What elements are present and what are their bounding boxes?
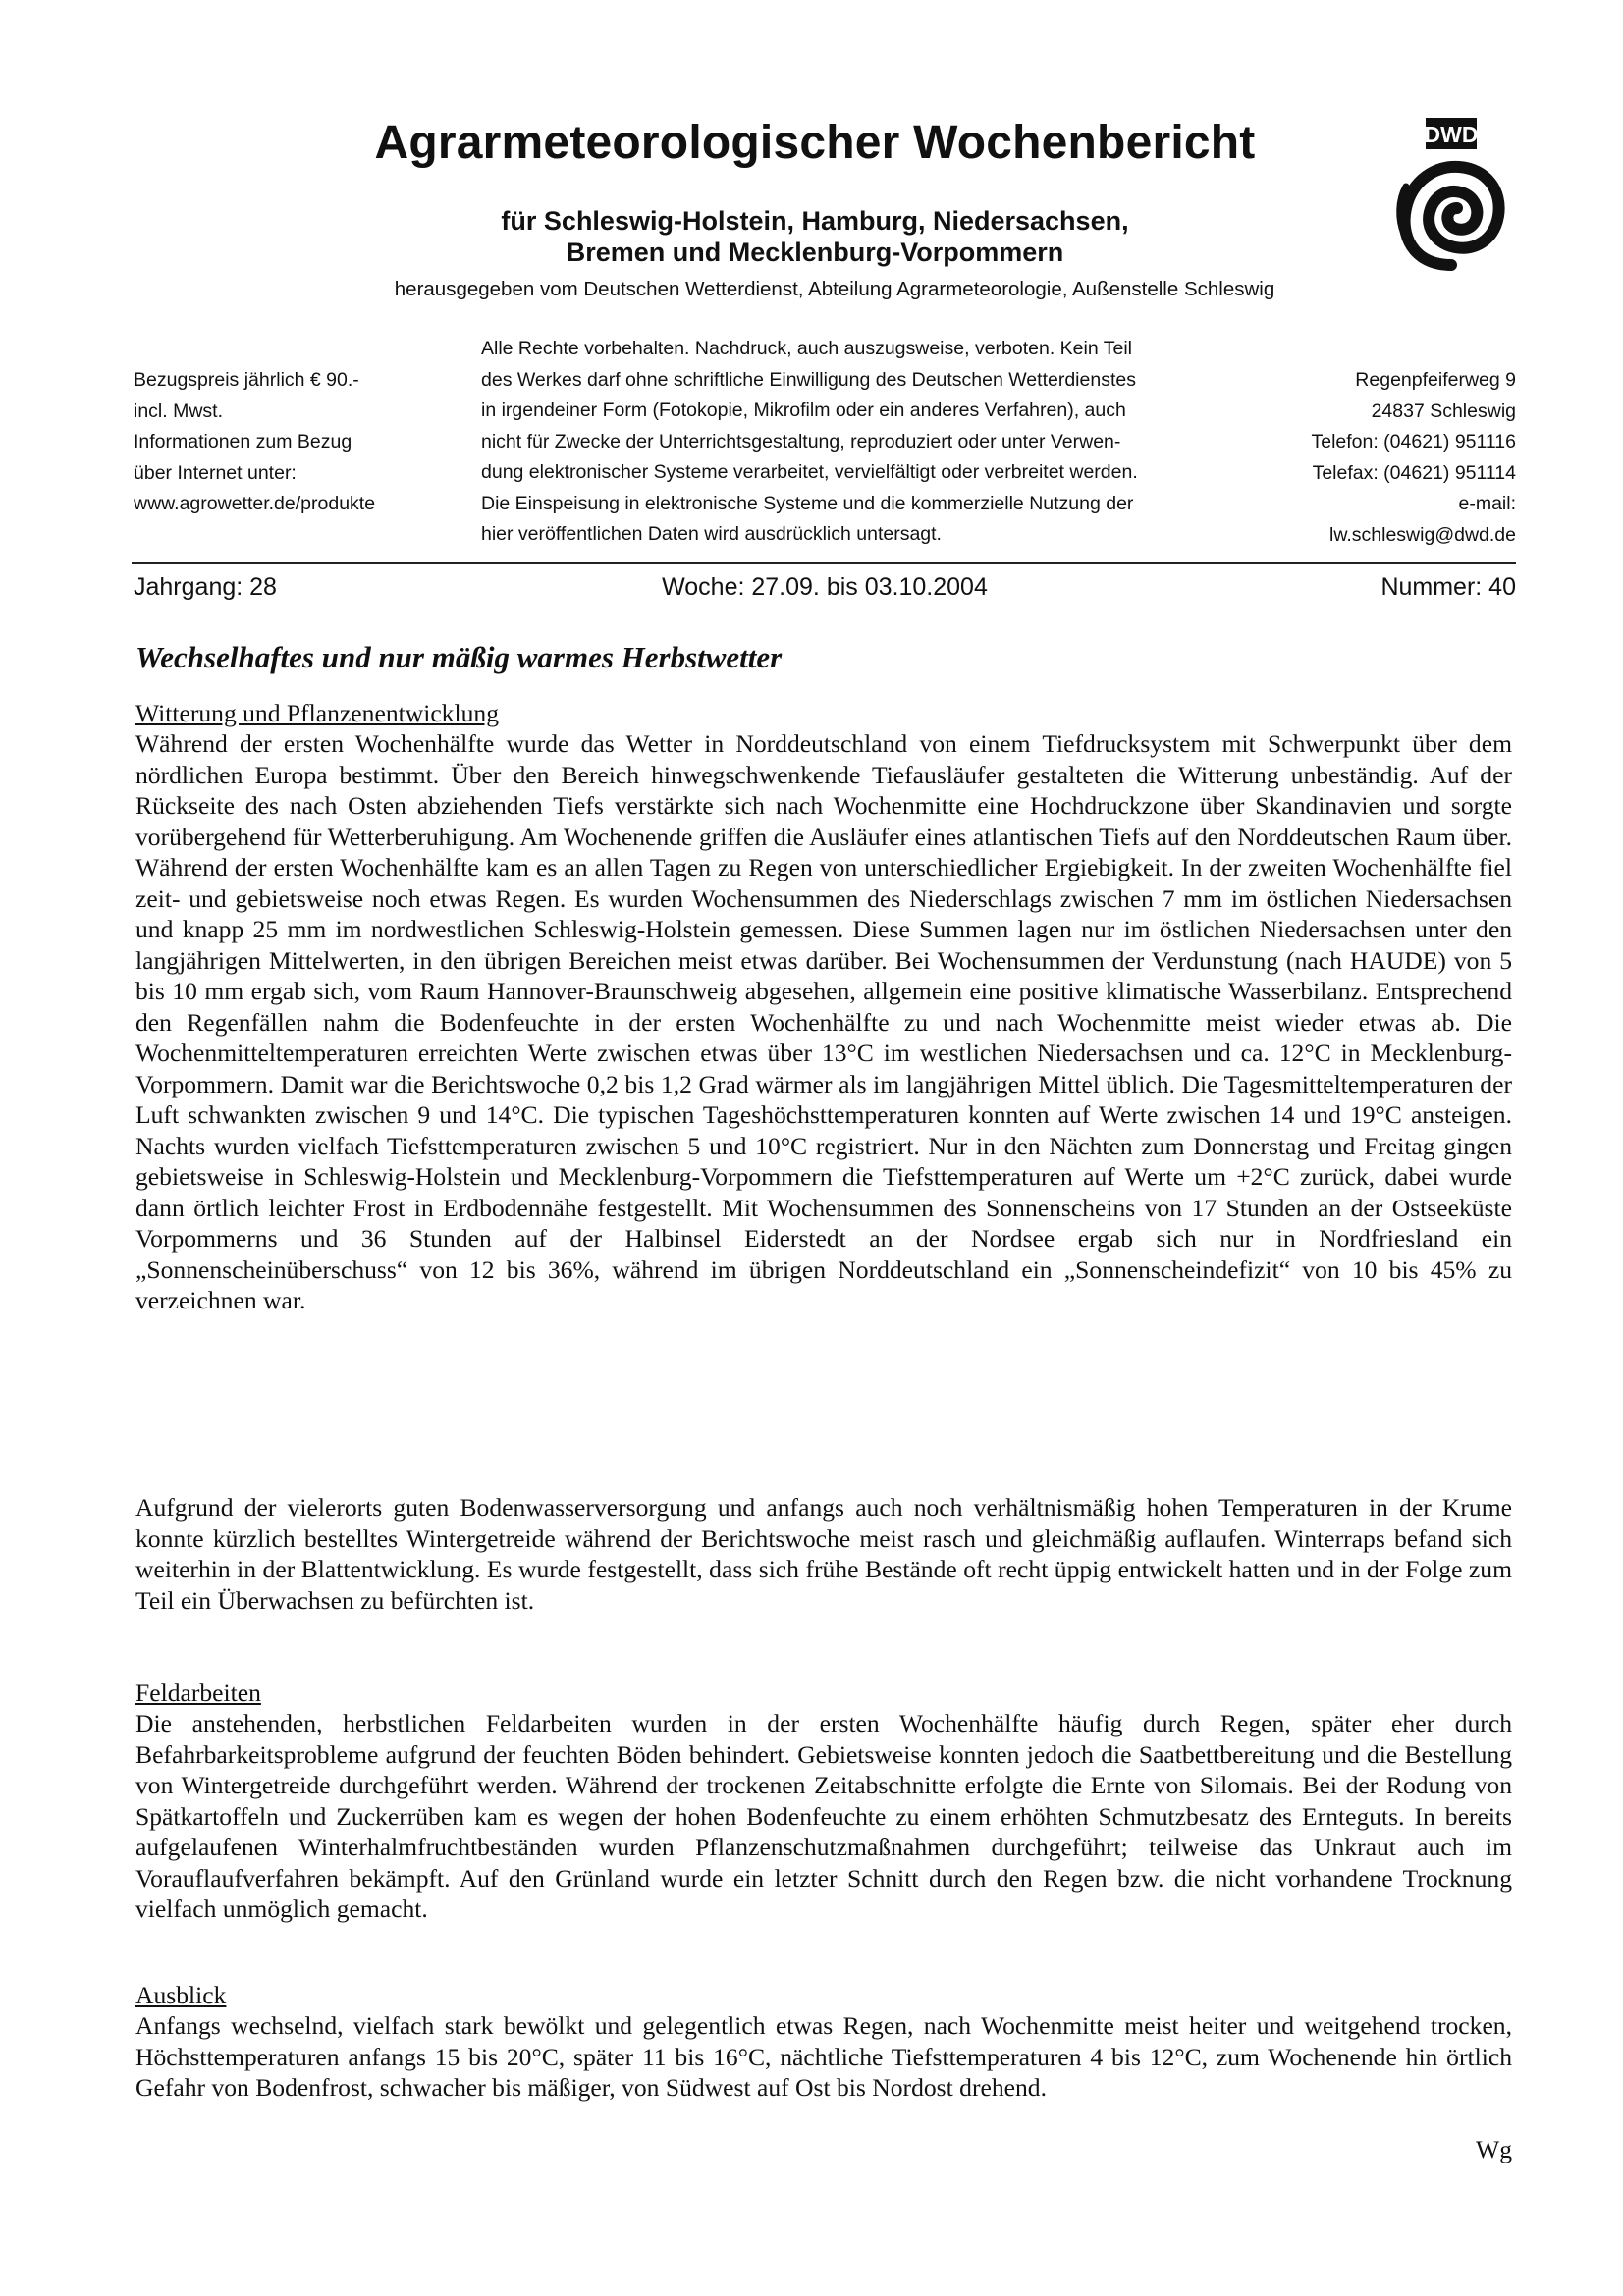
copyright-line: Die Einspeisung in elektronische Systeme und die kommerzielle Nutzung der — [481, 492, 1134, 514]
subscription-info — [134, 365, 418, 520]
copyright-line: Alle Rechte vorbehalten. Nachdruck, auch auszugsweise, verboten. Kein Teil — [481, 338, 1133, 359]
header-divider — [132, 562, 1516, 564]
author-signature: Wg — [1476, 2135, 1512, 2163]
info-left-line: www.agrowetter.de/produkte — [134, 493, 376, 514]
region-subtitle-line2: Bremen und Mecklenburg-Vorpommern — [566, 238, 1064, 267]
section-paragraph: Aufgrund der vielerorts guten Bodenwasserversorgung und anfangs auch noch verhältnismäßig hohen Temperaturen in der Krume konnte kürzlich bestelltes Wintergetreide während der Berichtswoche meist rasch und gleichmäßig auflaufen. Winterraps befand sich weiterhin in der Blattentwicklung. Es wurde festgestellt, dass sich frühe Bestände oft recht üppig entwickelt hatten und in der Folge zum Teil ein Überwachsen zu befürchten ist. — [135, 1493, 1512, 1615]
info-left-line: incl. Mwst. — [134, 400, 224, 422]
contact-line: Telefax: (04621) 951114 — [1312, 461, 1516, 484]
copyright-line: nicht für Zwecke der Unterrichtsgestaltung, reproduziert oder unter Verwen- — [481, 430, 1121, 453]
copyright-notice — [481, 334, 1227, 551]
contact-address — [1217, 365, 1516, 551]
section-heading-outlook: Ausblick — [135, 1981, 227, 2009]
contact-line: Telefon: (04621) 951116 — [1311, 431, 1516, 453]
copyright-line: dung elektronischer Systeme verarbeitet, vervielfältigt oder verbreitet werden. — [481, 461, 1138, 483]
dwd-logo — [1392, 118, 1510, 275]
section-paragraph: Während der ersten Wochenhälfte wurde das Wetter in Norddeutschland von einem Tiefdrucksystem mit Schwerpunkt über dem nördlichen Europa bestimmt. Über den Bereich hinwegschwenkende Tiefausläufer gestalteten die Witterung unbeständig. Auf der Rückseite des nach Osten abziehenden Tiefs verstärkte sich nach Wochenmitte eine Hochdruckzone über Skandinavien und sorgte vorübergehend für Wetterberuhigung. Am Wochenende griffen die Ausläufer eines atlantischen Tiefs auf den Norddeutschen Raum über. Während der ersten Wochenhälfte kam es an allen Tagen zu Regen von unterschiedlicher Ergiebigkeit. In der zweiten Wochenhälfte fiel zeit- und gebietsweise noch etwas Regen. Es wurden Wochensummen des Niederschlags zwischen 7 mm im östlichen Niedersachsen und knapp 25 mm im nordwestlichen Schleswig-Holstein gemessen. Diese Summen lagen nur im östlichen Niedersachsen unter den langjährigen Mittelwerten, in den übrigen Bereichen meist etwas darüber. Bei Wochensummen der Verdunstung (nach HAUDE) von 5 bis 10 mm ergab sich, vom Raum Hannover-Braunschweig abgesehen, allgemein eine positive klimatische Wasserbilanz. Entsprechend den Regenfällen nahm die Bodenfeuchte in der ersten Wochenhälfte zu und nach Wochenmitte meist wieder etwas ab. Die Wochenmitteltemperaturen erreichten Werte zwischen etwas über 13°C im westlichen Niedersachsen und ca. 12°C in Mecklenburg-Vorpommern. Damit war die Berichtswoche 0,2 bis 1,2 Grad wärmer als im langjährigen Mittel üblich. Die Tagesmitteltemperaturen der Luft schwankten zwischen 9 und 14°C. Die typischen Tageshöchsttemperaturen konnten auf Werte zwischen 14 und 19°C ansteigen. Nachts wurden vielfach Tiefsttemperaturen zwischen 5 und 10°C registriert. Nur in den Nächten zum Donnerstag und Freitag gingen gebietsweise in Schleswig-Holstein und Mecklenburg-Vorpommern die Tiefsttemperaturen auf Werte um +2°C zurück, dabei wurde dann örtlich leichter Frost in Erdbodennähe festgestellt. Mit Wochensummen des Sonnenscheins von 17 Stunden an der Ostseeküste Vorpommerns und 36 Stunden auf der Halbinsel Eiderstedt an der Nordsee ergab sich nur in Nordfriesland ein „Sonnenscheinüberschuss“ von 12 bis 36%, während im übrigen Norddeutschland ein „Sonnenscheindefizit“ von 10 bis 45% zu verzeichnen war. — [135, 729, 1512, 1314]
section-heading-weather: Witterung und Pflanzenentwicklung — [135, 699, 499, 727]
issue-meta-row — [134, 573, 1516, 609]
copyright-line: des Werkes darf ohne schriftliche Einwilligung des Deutschen Wetterdienstes — [481, 368, 1136, 391]
dwd-spiral-icon — [1400, 167, 1499, 265]
week-label: Woche: 27.09. bis 03.10.2004 — [662, 573, 988, 601]
article-headline: Wechselhaftes und nur mäßig warmes Herbstwetter — [135, 640, 783, 674]
issue-number-label: Nummer: 40 — [1380, 573, 1516, 601]
info-left-line: über Internet unter: — [134, 461, 297, 484]
info-left-line: Bezugspreis jährlich € 90.- — [134, 369, 359, 391]
contact-email: lw.schleswig@dwd.de — [1329, 523, 1516, 546]
contact-line: Regenpfeiferweg 9 — [1355, 369, 1516, 391]
region-subtitle-line1: für Schleswig-Holstein, Hamburg, Niedersachsen, — [501, 206, 1129, 236]
contact-line: e-mail: — [1458, 493, 1516, 514]
info-left-line: Informationen zum Bezug — [134, 431, 352, 453]
report-title: Agrarmeteorologischer Wochenbericht — [374, 117, 1256, 169]
copyright-line: in irgendeiner Form (Fotokopie, Mikrofilm oder ein anderes Verfahren), auch — [481, 400, 1126, 421]
section-heading-fieldwork: Feldarbeiten — [135, 1679, 261, 1707]
copyright-line: hier veröffentlichen Daten wird ausdrücklich untersagt. — [481, 523, 942, 545]
volume-label: Jahrgang: 28 — [134, 573, 277, 601]
section-paragraph: Anfangs wechselnd, vielfach stark bewölkt und gelegentlich etwas Regen, nach Wochenmitte meist heiter und weitgehend trocken, Höchsttemperaturen anfangs 15 bis 20°C, später 11 bis 16°C, nächtliche Tiefsttemperaturen 4 bis 12°C, zum Wochenende hin örtlich Gefahr von Bodenfrost, schwacher bis mäßiger, von Südwest auf Ost bis Nordost drehend. — [135, 2011, 1512, 2102]
contact-line: 24837 Schleswig — [1371, 400, 1516, 422]
section-paragraph: Die anstehenden, herbstlichen Feldarbeiten wurden in der ersten Wochenhälfte häufig durch Regen, später eher durch Befahrbarkeitsprobleme aufgrund der feuchten Böden behindert. Gebietsweise konnten jedoch die Saatbettbereitung und die Bestellung von Wintergetreide durchgeführt werden. Während der trockenen Zeitabschnitte erfolgte die Ernte von Silomais. Bei der Rodung von Spätkartoffeln und Zuckerrüben kam es wegen der hohen Bodenfeuchte zu einem erhöhten Schmutzbesatz des Ernteguts. In bereits aufgelaufenen Winterhalmfruchtbeständen wurden Pflanzenschutzmaßnahmen durchgeführt; teilweise das Unkraut auch im Vorauflaufverfahren bekämpft. Auf den Grünland wurde ein letzter Schnitt durch den Regen bzw. die nicht vorhandene Trocknung vielfach unmöglich gemacht. — [135, 1709, 1512, 1923]
publisher-line: herausgegeben vom Deutschen Wetterdienst, Abteilung Agrarmeteorologie, Außenstelle Schleswig — [394, 278, 1275, 300]
dwd-logo-text: DWD — [1424, 122, 1479, 147]
